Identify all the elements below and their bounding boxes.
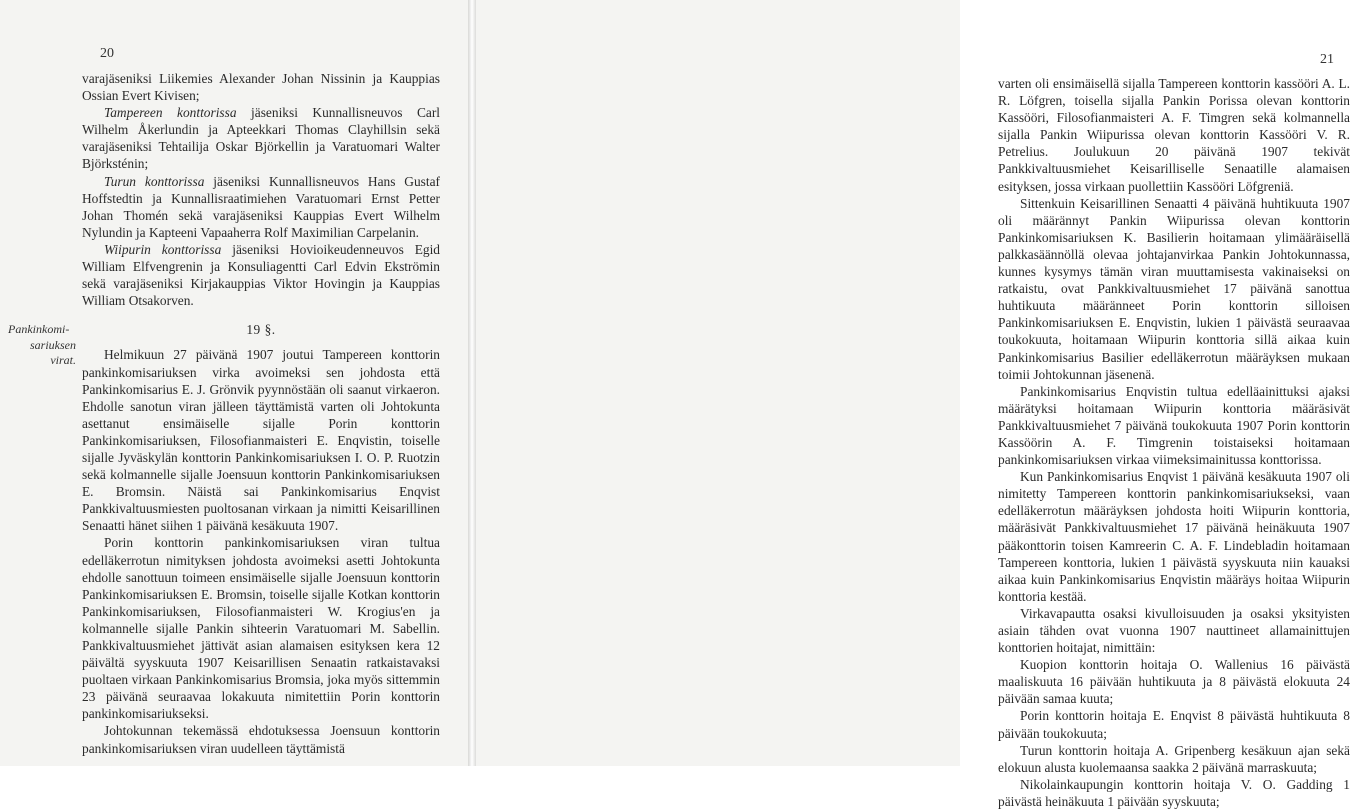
paragraph xyxy=(82,173,440,241)
paragraph xyxy=(998,742,1350,776)
text-run: Helmikuun 27 päivänä 1907 joutui Tampereen konttorin pankinkomisariuksen virka avoimeksi sen johdosta että Pankinkomisarius E. J. Grönvik pyynnöstään oli saanut virkaeron. Ehdolle sanotun viran jälleen täyttämistä varten oli Johtokunta asettanut ensimäiselle sijalle Porin konttorin Pankinkomisariuksen, Filosofianmaisteri E. Enqvistin, toiselle sijalle Jyväskylän konttorin Pankinkomisariuksen I. O. P. Ruotzin sekä kolmannelle sijalle Joensuun konttorin Pankinkomisariuksen E. Bromsin. Näistä sai Pankinkomisarius Enqvist Pankkivaltuusmiesten puoltosanan virkaan ja nimitti Keisarillinen Senaatti hänet siihen 1 päivänä kesäkuuta 1907. xyxy=(82,347,440,534)
left-page xyxy=(0,0,468,766)
margin-note xyxy=(8,322,76,369)
paragraph xyxy=(82,346,440,534)
text-run: Johtokunnan tekemässä ehdotuksessa Joensuun konttorin pankinkomisariuksen viran uudelleen täyttämistä xyxy=(82,723,440,756)
section-heading: 19 §. xyxy=(246,322,276,338)
italic-text-run: Wiipurin konttorissa xyxy=(104,241,222,257)
text-run: jäseniksi Hovioikeudenneuvos Egid William Elfvengrenin ja Konsuliagentti Carl Edvin Ekströmin sekä varajäseniksi Kirjakauppias Viktor Hovingin ja Kauppias William Otsakorven. xyxy=(82,241,440,309)
paragraph xyxy=(998,776,1350,810)
text-run: Porin konttorin pankinkomisariuksen viran tultua edelläkerrotun nimityksen johdosta avoimeksi asetti Johtokunta ehdolle sanottuun toimeen ensimäiselle sijalle Joensuun konttorin Pankinkomisariuksen E. Bromsin, toiselle sijalle Kotkan konttorin Pankinkomisariuksen, Filosofianmaisteri W. Krogius'en ja kolmannelle sijalle Pankin sihteerin Varatuomari M. Sabellin. Pankkivaltuusmiehet jättivät asian alamaisen esityksen kera 12 päivältä syyskuuta 1907 Keisarillisen Senaatin ratkaistavaksi puoltaen virkaan Pankinkomisarius Bromsia, joka myös sittemmin 23 päivänä seuraavaa lokakuuta nimitettiin Porin konttorin pankinkomisariukseksi. xyxy=(82,535,440,722)
left-blocks-after xyxy=(82,346,440,756)
paragraph xyxy=(82,534,440,722)
text-run: Turun konttorin hoitaja A. Gripenberg kesäkuun ajan sekä elokuun alusta kuolemaansa saakka 2 päivänä marraskuuta; xyxy=(998,742,1350,775)
paragraph xyxy=(998,468,1350,605)
right-page xyxy=(476,0,1350,809)
page-number-left: 20 xyxy=(100,46,114,61)
right-blocks xyxy=(998,75,1350,810)
text-run: Sittenkuin Keisarillinen Senaatti 4 päivänä huhtikuuta 1907 oli määrännyt Pankin Wiipurissa olevan konttorin Pankinkomisariuksen K. Basilierin hoitamaan ylimääräisellä palkkasäännöllä olevaa johtajanvirkaa Pankin Johtokunnassa, kunnes kysymys tämän viran muuttamisesta vakinaiseksi on ratkaistu, ovat Pankkivaltuusmiehet 17 päivänä sanottua huhtikuuta määränneet Porin konttorin silloisen Pankinkomisariuksen E. Enqvistin, lukien 1 päivästä seuraavaa toukokuuta, hoitamaan Wiipurin konttoria sillä aikaa kuin Pankinkomisarius Basilier edelläkerrotun määräyksen mukaan toimii Johtokunnan jäsenenä. xyxy=(998,195,1350,382)
text-run: jäseniksi Kunnallisneuvos Hans Gustaf Hoffstedtin ja Kunnallisraatimiehen Varatuomari Ernst Petter Johan Thomén sekä varajäseniksi Kauppias Evert Wilhelm Nylundin ja Kapteeni Vapaaherra Rolf Maximilian Carpelanin. xyxy=(82,173,440,240)
paragraph xyxy=(82,241,440,309)
paragraph xyxy=(998,605,1350,656)
paragraph xyxy=(82,70,440,104)
italic-text-run: Turun konttorissa xyxy=(104,173,205,189)
paragraph xyxy=(998,75,1350,195)
paragraph xyxy=(998,707,1350,741)
left-blocks-before xyxy=(82,70,440,309)
text-run: Kuopion konttorin hoitaja O. Wallenius 16 päivästä maaliskuuta 16 päivään huhtikuuta ja 8 päivästä elokuuta 24 päivään samaa kuuta; xyxy=(998,657,1350,707)
text-run: Pankinkomisarius Enqvistin tultua edelläainittuksi ajaksi määrätyksi hoitamaan Wiipurin konttoria määräsivät Pankkivaltuusmiehet 7 päivänä toukokuuta 1907 Porin konttorin Kassöörin A. F. Timgrenin toistaiseksi hoitamaan pankinkomisariuksen virkaa viimeksimainitussa konttorissa. xyxy=(998,383,1350,468)
paragraph xyxy=(998,656,1350,707)
right-text-column xyxy=(998,75,1350,810)
left-text-column xyxy=(82,70,440,757)
text-run: Porin konttorin hoitaja E. Enqvist 8 päivästä huhtikuuta 8 päivään toukokuuta; xyxy=(998,708,1350,741)
italic-text-run: Tampereen konttorissa xyxy=(104,105,237,121)
text-run: Nikolainkaupungin konttorin hoitaja V. O. Gadding 1 päivästä heinäkuuta 1 päivään syyskuuta; xyxy=(998,776,1350,809)
paragraph xyxy=(998,383,1350,468)
text-run: varten oli ensimäisellä sijalla Tampereen konttorin kassööri A. L. R. Löfgren, toisella sijalla Pankin Porissa olevan konttorin Kassööri, Filosofianmaisteri A. F. Timgren sekä kolmannella sijalla Pankin Wiipurissa olevan konttorin Kassööri V. R. Petrelius. Joulukuun 20 päivänä 1907 tekivät Pankkivaltuusmiehet Keisarilliselle Senaatille alamaisen esityksen, jossa virkaan puollettiin Kassööri Löfgreniä. xyxy=(998,76,1350,194)
paragraph xyxy=(82,104,440,172)
margin-note-line: Pankinkomi- xyxy=(8,322,70,336)
text-run: Virkavapautta osaksi kivulloisuuden ja osaksi yksityisten asiain tähden ovat vuonna 1907 nauttineet allamainittujen konttorien hoitajat, nimittäin: xyxy=(998,605,1350,656)
text-run: varajäseniksi Liikemies Alexander Johan Nissinin ja Kauppias Ossian Evert Kivisen; xyxy=(82,71,440,104)
paragraph xyxy=(998,195,1350,383)
text-run: jäseniksi Kunnallisneuvos Carl Wilhelm Åkerlundin ja Apteekkari Thomas Clayhillsin sekä varajäseniksi Tehtailija Oskar Björkellin ja Varatuomari Walter Björksténin; xyxy=(82,105,440,172)
margin-note-line: virat. xyxy=(50,353,76,367)
paragraph xyxy=(82,722,440,756)
page-number-right: 21 xyxy=(1320,52,1334,67)
text-run: Kun Pankinkomisarius Enqvist 1 päivänä kesäkuuta 1907 oli nimitetty Tampereen konttorin pankinkomisariukseksi, vaan edelläkerrotun määräyksen johdosta hoiti Wiipurin konttoria, määräsivät Pankkivaltuusmiehet 17 päivänä heinäkuuta 1907 pääkonttorin toisen Kamreerin C. A. F. Lindebladin hoitamaan Tampereen konttoria, lukien 1 päivästä syyskuuta niin kauaksi aikaa kuin Pankinkomisarius Enqvistin määräys hoitaa Wiipurin konttoria kestää. xyxy=(998,469,1350,604)
margin-note-line: sariuksen xyxy=(30,337,76,352)
book-gutter xyxy=(468,0,476,766)
